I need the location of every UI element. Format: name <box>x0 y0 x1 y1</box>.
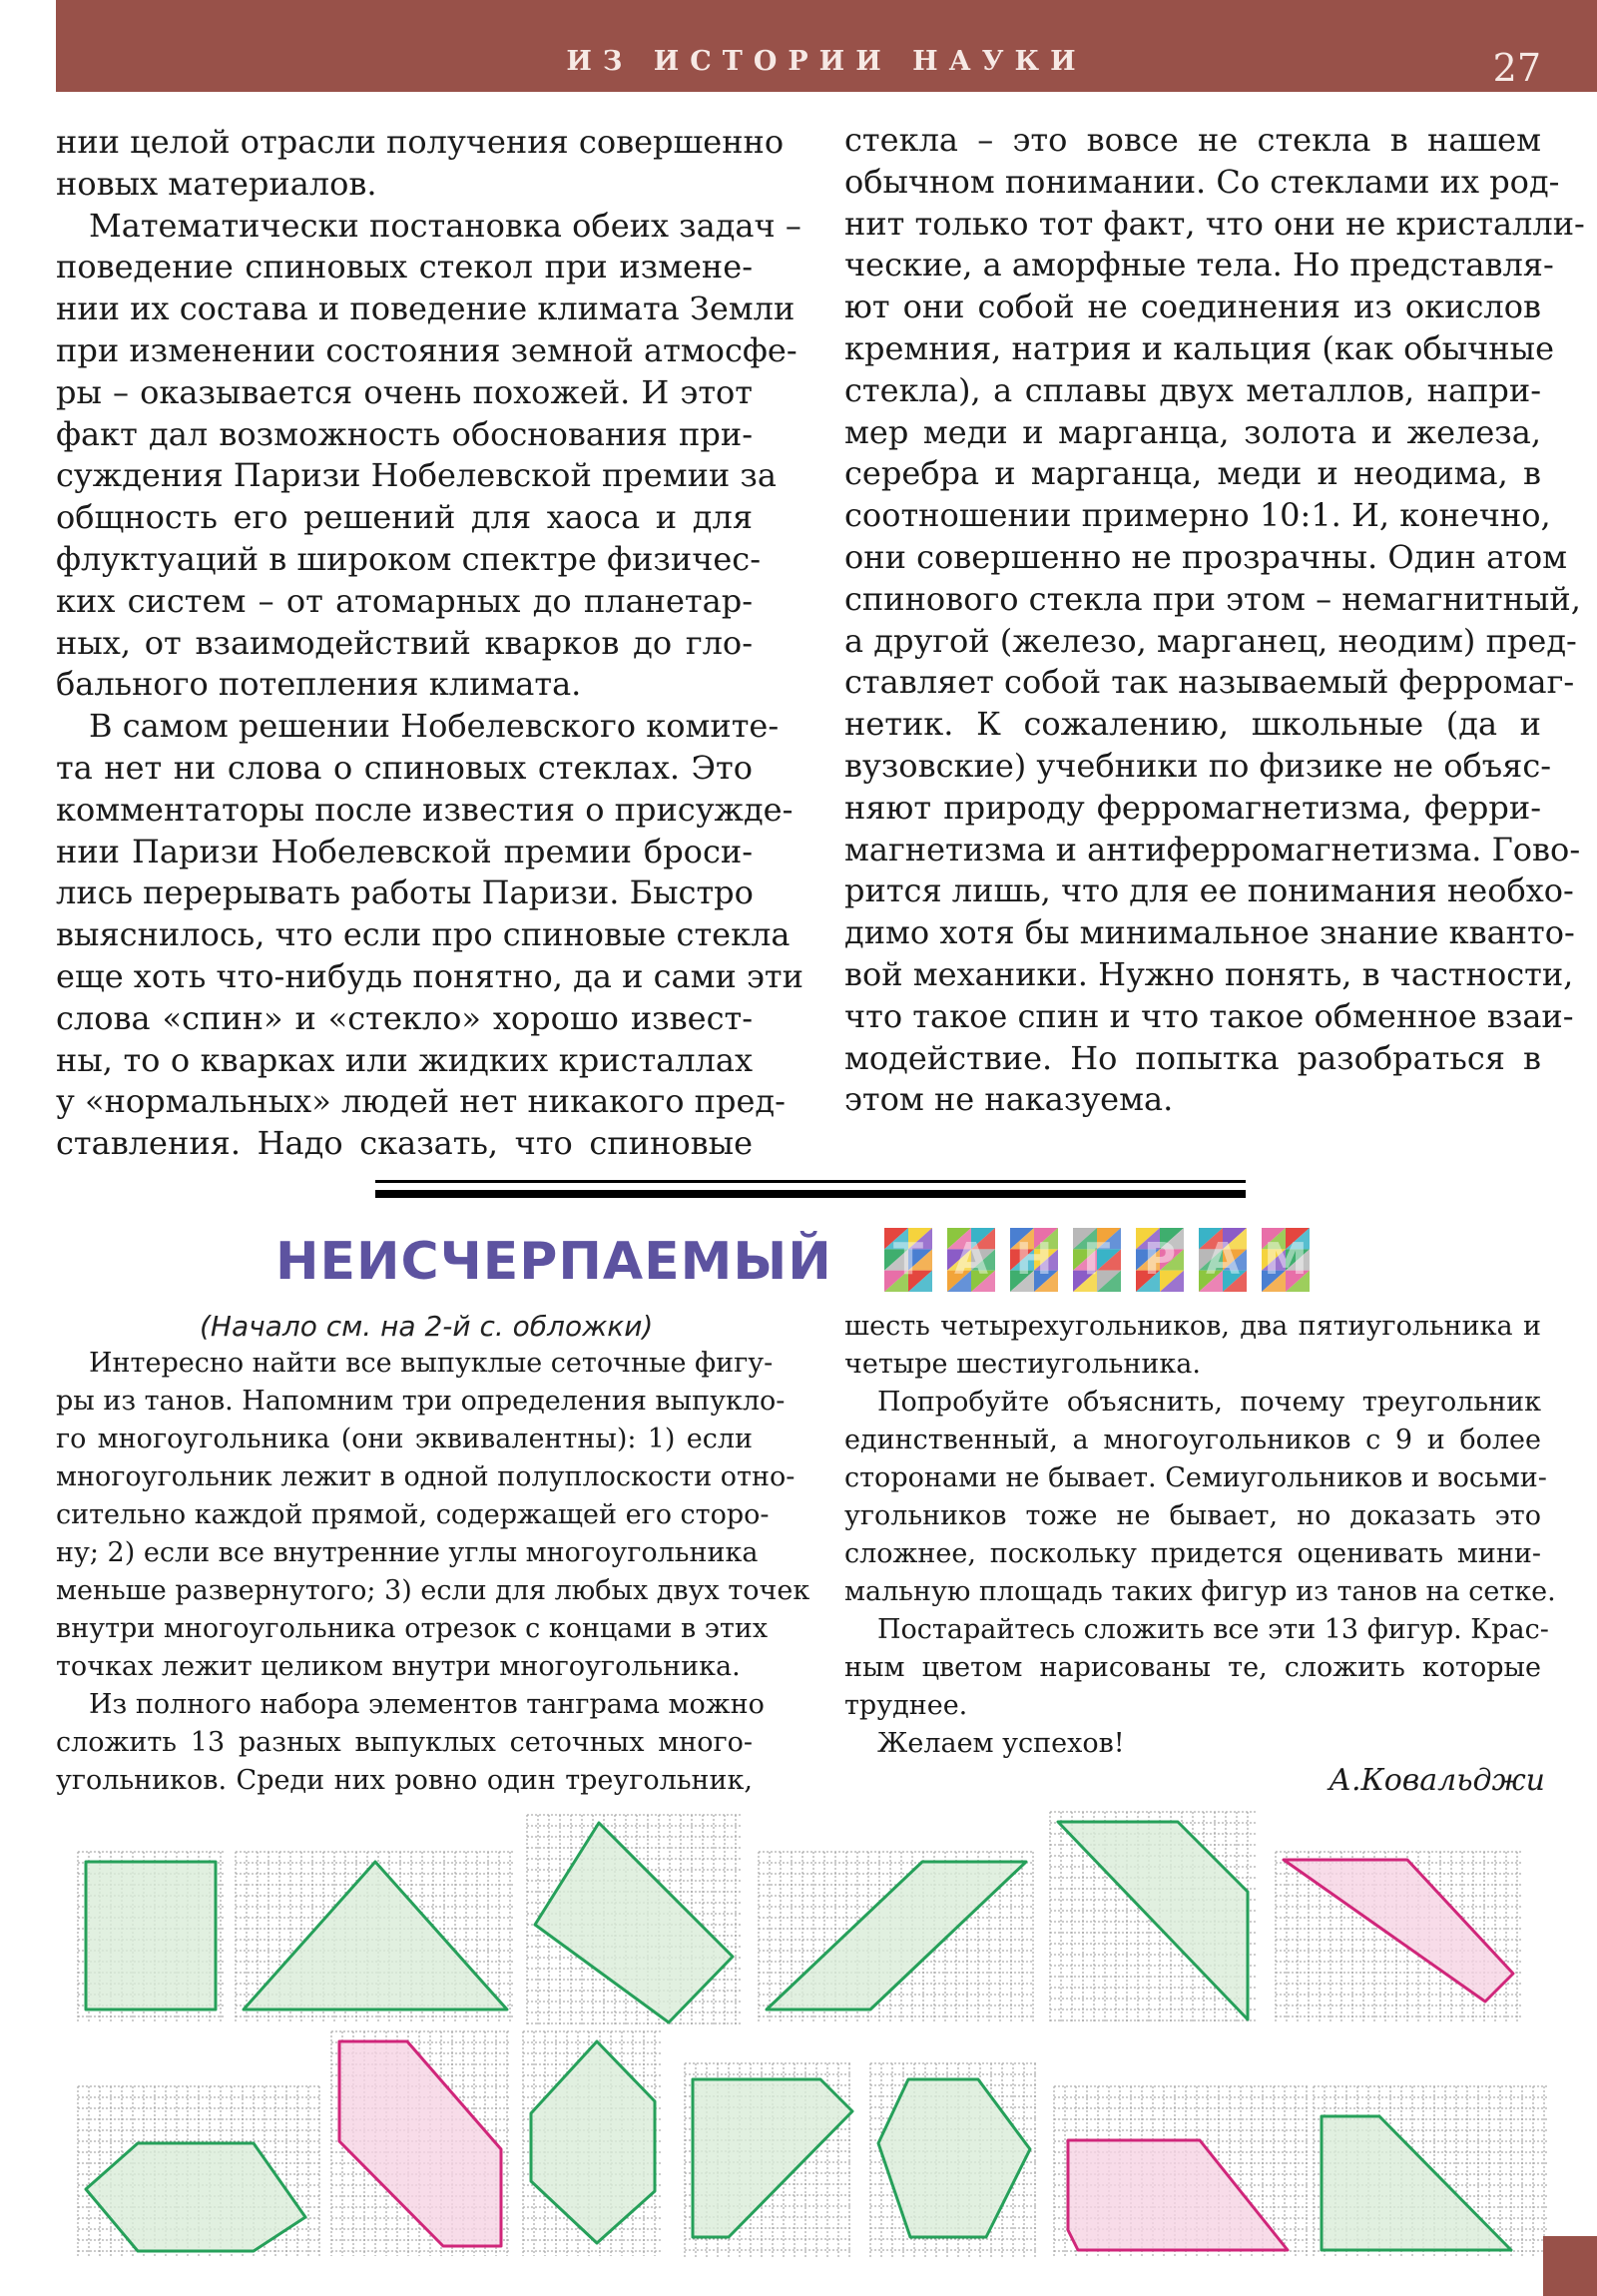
text-line: В самом решении Нобелевского комите- <box>89 707 780 746</box>
text-line: няют природу ферромагнетизма, ферри- <box>844 788 1541 827</box>
polygon-hexagon-2 <box>339 2041 501 2246</box>
text-line: сложить 13 разных выпуклых сеточных много- <box>56 1727 753 1758</box>
text-line: шесть четырехугольников, два пятиугольника и <box>844 1311 1541 1342</box>
text-line: вой механики. Нужно понять, в частности, <box>844 954 1574 993</box>
text-line: ких систем – от атомарных до планетар- <box>56 581 753 620</box>
text-line: обычном понимании. Со стеклами их род- <box>844 162 1560 201</box>
text-line: нии Паризи Нобелевской премии броси- <box>56 832 753 870</box>
text-line: угольников. Среди них ровно один треугольник, <box>56 1765 753 1796</box>
figure-hexagon-1 <box>78 2086 319 2256</box>
text-line: а другой (железо, марганец, неодим) пред- <box>844 621 1577 660</box>
continuation-note: (Начало см. на 2-й с. обложки) <box>200 1310 654 1343</box>
logo-letter: Г <box>1082 1234 1112 1286</box>
section-title: ИЗ ИСТОРИИ НАУКИ <box>566 46 1087 77</box>
text-line: вузовские) учебники по физике не объяс- <box>844 746 1552 785</box>
text-line: мер меди и марганца, золота и железа, <box>844 412 1541 451</box>
polygon-trapezoid-3 <box>1068 2140 1288 2250</box>
text-line: слова «спин» и «стекло» хорошо извест- <box>56 998 753 1037</box>
page-number: 27 <box>1492 46 1541 90</box>
text-line: Попробуйте объяснить, почему треугольник <box>877 1387 1541 1418</box>
polygon-hexagon-3 <box>531 2041 655 2243</box>
text-line: меньше развернутого; 3) если для любых двух точек <box>56 1575 810 1606</box>
text-line: что такое спин и что такое обменное взаи- <box>844 996 1574 1035</box>
text-line: Интересно найти все выпуклые сеточные фигу- <box>89 1348 774 1379</box>
text-line: ют они собой не соединения из окислов <box>844 287 1541 326</box>
logo-letter: Р <box>1143 1234 1177 1286</box>
text-line: ну; 2) если все внутренние углы многоугольника <box>56 1537 759 1568</box>
text-line: общность его решений для хаоса и для <box>56 498 753 537</box>
figure-trapezoid-3 <box>1054 2086 1310 2256</box>
polygon-trapezoid <box>1058 1822 1248 2019</box>
polygon-pentagon-1 <box>693 2079 852 2237</box>
text-line: ным цветом нарисованы те, сложить которые <box>844 1652 1541 1683</box>
text-line: четыре шестиугольника. <box>844 1349 1201 1380</box>
corner-tab <box>1543 2236 1597 2296</box>
polygon-triangle <box>244 1862 507 2009</box>
article2-title: НЕИСЧЕРПАЕМЫЙ <box>275 1232 832 1292</box>
polygon-square <box>86 1862 216 2009</box>
text-line: соотношении примерно 10:1. И, конечно, <box>844 496 1551 535</box>
text-line: Желаем успехов! <box>877 1728 1125 1759</box>
text-line: та нет ни слова о спиновых стеклах. Это <box>56 748 753 787</box>
logo-letter: Н <box>1015 1234 1053 1286</box>
text-line: димо хотя бы минимальное знание кванто- <box>844 913 1575 952</box>
text-line: единственный, а многоугольников с 9 и более <box>844 1425 1541 1455</box>
text-line: они совершенно не прозрачны. Один атом <box>844 537 1568 576</box>
logo-letter: А <box>1205 1234 1241 1286</box>
text-line: ных, от взаимодействий кварков до гло- <box>56 623 753 662</box>
text-line: ставляет собой так называемый ферромаг- <box>844 663 1575 702</box>
text-line: рится лишь, что для ее понимания необхо- <box>844 871 1574 910</box>
text-line: у «нормальных» людей нет никакого пред- <box>56 1082 786 1121</box>
text-line: при изменении состояния земной атмосфе- <box>56 330 798 369</box>
text-line: спинового стекла при этом – немагнитный, <box>844 579 1581 618</box>
text-line: многоугольник лежит в одной полуплоскости отно- <box>56 1461 796 1492</box>
figure-trapezoid-2 <box>1276 1852 1521 2021</box>
text-line: Постарайтесь сложить все эти 13 фигур. Крас- <box>877 1614 1549 1645</box>
text-line: факт дал возможность обоснования при- <box>56 414 753 453</box>
text-line: ры – оказывается очень похожей. И этот <box>56 372 753 411</box>
text-line: выяснилось, что если про спиновые стекла <box>56 915 791 954</box>
text-line: Из полного набора элементов танграма можно <box>89 1689 765 1720</box>
text-line: магнетизма и антиферромагнетизма. Гово- <box>844 830 1581 868</box>
text-line: еще хоть что-нибудь понятно, да и сами эти <box>56 956 803 995</box>
figure-square <box>78 1852 226 2021</box>
text-line: лись перерывать работы Паризи. Быстро <box>56 873 754 912</box>
text-line: нетик. К сожалению, школьные (да и <box>844 705 1541 744</box>
figure-triangle <box>236 1852 515 2021</box>
figure-hexagon-3 <box>523 2031 663 2256</box>
text-line: угольников тоже не бывает, но доказать это <box>844 1500 1541 1531</box>
text-line: бального потепления климата. <box>56 665 582 704</box>
figure-rectangle <box>527 1815 741 2024</box>
polygon-parallelogram <box>767 1862 1026 2009</box>
polygon-hexagon-4 <box>878 2079 1030 2237</box>
text-line: сторонами не бывает. Семиугольников и восьми- <box>844 1462 1547 1493</box>
text-line: ческие, а аморфные тела. Но представля- <box>844 246 1554 285</box>
text-line: мальную площадь таких фигур из танов на сетке. <box>844 1576 1556 1607</box>
text-line: нии целой отрасли получения совершенно <box>56 123 785 161</box>
figure-pentagon-1 <box>685 2063 852 2258</box>
text-line: сительно каждой прямой, содержащей его сторо- <box>56 1499 770 1530</box>
text-line: кремния, натрия и кальция (как обычные <box>844 328 1554 367</box>
text-line: ры из танов. Напомним три определения выпукло- <box>56 1386 786 1417</box>
text-line: серебра и марганца, меди и неодима, в <box>844 454 1541 493</box>
logo-letter: М <box>1264 1234 1308 1286</box>
text-line: суждения Паризи Нобелевской премии за <box>56 456 777 495</box>
text-line: труднее. <box>844 1690 968 1721</box>
figure-hexagon-4 <box>870 2063 1038 2258</box>
polygon-trapezoid-2 <box>1284 1860 1513 2002</box>
text-line: новых материалов. <box>56 164 377 203</box>
polygon-hexagon-1 <box>86 2143 305 2251</box>
text-line: комментаторы после известия о присужде- <box>56 790 794 829</box>
text-line: этом не наказуема. <box>844 1080 1174 1119</box>
text-line: сложнее, поскольку придется оценивать мини- <box>844 1538 1541 1569</box>
figure-trapezoid <box>1050 1812 1258 2021</box>
polygon-pentagon-2 <box>1322 2116 1511 2250</box>
figure-hexagon-2 <box>331 2031 509 2256</box>
text-line: нит только тот факт, что они не кристалли- <box>844 204 1585 243</box>
text-line: модействие. Но попытка разобраться в <box>844 1038 1541 1077</box>
text-line: Математически постановка обеих задач – <box>89 206 801 245</box>
text-line: стекла), а сплавы двух металлов, напри- <box>844 370 1541 409</box>
text-line: точках лежит целиком внутри многоугольника. <box>56 1651 741 1682</box>
author-signature: А.Ковальджи <box>1329 1763 1545 1798</box>
text-line: внутри многоугольника отрезок с концами в этих <box>56 1613 769 1644</box>
logo-letter: Т <box>892 1234 924 1286</box>
text-line: флуктуаций в широком спектре физичес- <box>56 539 762 578</box>
figure-parallelogram <box>759 1852 1034 2021</box>
text-line: го многоугольника (они эквивалентны): 1) если <box>56 1424 753 1454</box>
figure-pentagon-2 <box>1314 2086 1549 2256</box>
text-line: стекла – это вовсе не стекла в нашем <box>844 121 1541 159</box>
logo-letter: А <box>953 1234 989 1286</box>
text-line: поведение спиновых стекол при измене- <box>56 248 753 287</box>
text-line: ставления. Надо сказать, что спиновые <box>56 1124 753 1163</box>
text-line: нии их состава и поведение климата Земли <box>56 289 796 328</box>
text-line: ны, то о кварках или жидких кристаллах <box>56 1040 753 1079</box>
